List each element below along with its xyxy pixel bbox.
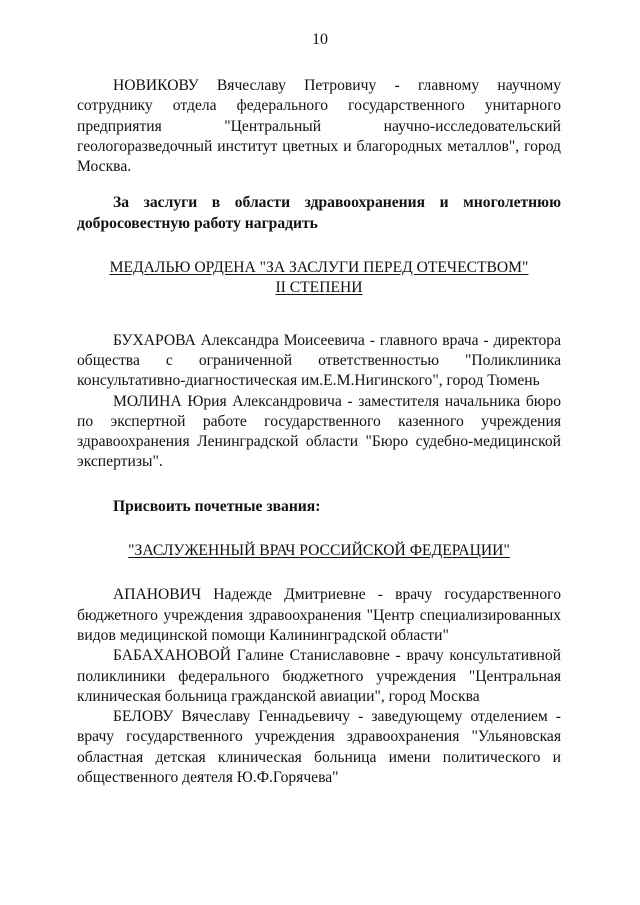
paragraph-novikov: НОВИКОВУ Вячеславу Петровичу - главному научному сотруднику отдела федерального государственного унитарного предприятия "Центральный научно-исследовательский геологоразведочный институт цветных и благородных металлов", город Москва.	[77, 77, 561, 176]
heading-honored-doctor: "ЗАСЛУЖЕННЫЙ ВРАЧ РОССИЙСКОЙ ФЕДЕРАЦИИ"	[128, 542, 510, 560]
paragraph-belov: БЕЛОВУ Вячеславу Геннадьевичу - заведующему отделением - врачу государственного учреждения здравоохранения "Ульяновская областная детская клиническая больница имени политического и общественного деятеля Ю.Ф.Горячева"	[77, 708, 561, 787]
paragraph-molin: МОЛИНА Юрия Александровича - заместителя начальника бюро по экспертной работе государственного казенного учреждения здравоохранения Ленинградской области "Бюро судебно-медицинской экспертизы".	[77, 392, 561, 471]
paragraph-apanovich: АПАНОВИЧ Надежде Дмитриевне - врачу государственного бюджетного учреждения здравоохранения "Центр специализированных видов медицинской помощи Калининградской области"	[77, 586, 561, 644]
paragraph-award-intro: За заслуги в области здравоохранения и многолетнюю добросовестную работу наградить	[77, 194, 561, 232]
heading-medal-line-1: МЕДАЛЬЮ ОРДЕНА "ЗА ЗАСЛУГИ ПЕРЕД ОТЕЧЕСТВОМ"	[109, 259, 529, 277]
heading-medal-line-2: II СТЕПЕНИ	[275, 279, 363, 297]
page-number: 10	[312, 31, 328, 48]
paragraph-bukharov: БУХАРОВА Александра Моисеевича - главного врача - директора общества с ограниченной ответственностью "Поликлиника консультативно-диагностическая им.Е.М.Нигинского", город Тюмень	[77, 331, 561, 390]
paragraph-titles-intro: Присвоить почетные звания:	[113, 497, 321, 515]
paragraph-babakhanova: БАБАХАНОВОЙ Галине Станиславовне - врачу консультативной поликлиники федерального бюджетного учреждения "Центральная клиническая больница гражданской авиации", город Москва	[77, 647, 561, 705]
document-body	[77, 76, 561, 788]
